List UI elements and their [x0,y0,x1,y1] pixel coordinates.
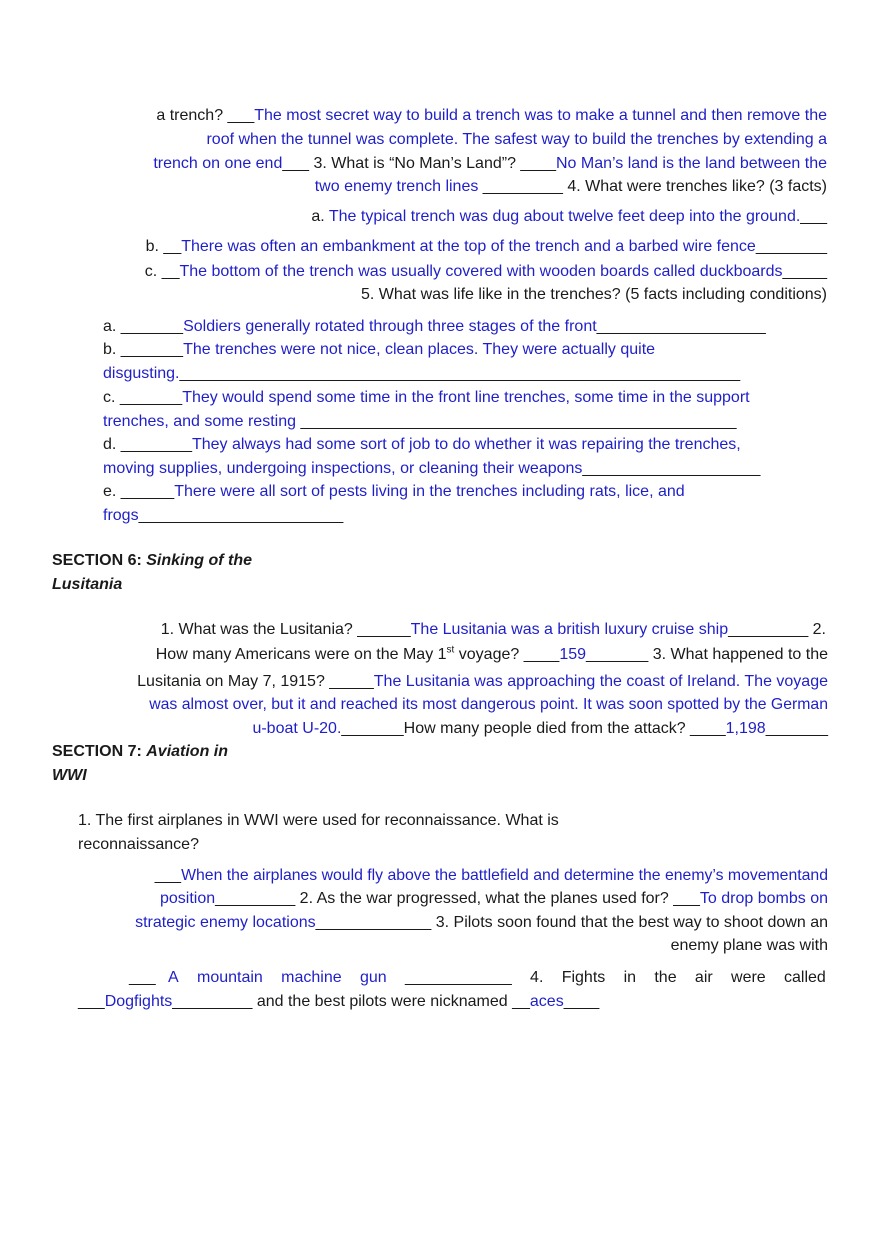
answer: roof when the tunnel was complete. The safest way to build the trenches by extending a [206,131,827,148]
answer: To drop bombs on [699,890,828,907]
trench-line-2 [206,130,827,150]
answer: disgusting. [103,365,180,382]
answer: machine [281,969,342,986]
trench-fact-b: b. __There was often an embankment at the top of the trench and a barbed wire fence________ [145,238,827,255]
answer: The bottom of the trench was usually covered with wooden boards called duckboards [179,263,783,280]
life-fact-b-cont: disgusting._______________________________________________________________ [103,365,741,382]
answer: 159 [559,646,587,663]
life-fact-c: c. _______They would spend some time in the front line trenches, some time in the support [103,389,750,406]
life-fact-d-cont: moving supplies, undergoing inspections, or cleaning their weapons____________________ [103,460,761,477]
answer: moving supplies, undergoing inspections, or cleaning their weapons [103,460,583,477]
answer: two enemy trench lines [314,178,479,195]
answer: The trenches were not nice, clean places. They were actually quite [183,341,656,358]
answer: Soldiers generally rotated through three stages of the front [183,318,597,335]
answer: mountain [197,969,263,986]
life-fact-a: a. _______Soldiers generally rotated through three stages of the front___________________ [103,318,766,335]
s7-line-3: strategic enemy locations_____________ 3. Pilots soon found that the best way to shoot down an [135,914,828,931]
trench-fact-a: a. The typical trench was dug about twelve feet deep into the ground.___ [311,208,827,225]
s6-line-5: u-boat U-20._______How many people died from the attack? ____1,198_______ [252,720,828,737]
answer: trench on one end [153,155,283,172]
s7-line-6: ___Dogfights_________ and the best pilots were nicknamed __aces____ [78,993,600,1010]
answer: strategic enemy locations [135,914,316,931]
answer: They would spend some time in the front line trenches, some time in the support [182,389,750,406]
answer: 1,198 [725,720,766,737]
life-fact-b: b. _______The trenches were not nice, clean places. They were actually quite [103,341,656,358]
trench-line-3: trench on one end___ 3. What is “No Man’s Land”? ____No Man’s land is the land between the [153,155,827,172]
s6-line-3: Lusitania on May 7, 1915? _____The Lusitania was approaching the coast of Ireland. The voyage [137,673,828,690]
answer: The Lusitania was a british luxury cruise ship [410,621,729,638]
answer: The typical trench was dug about twelve feet deep into the ground. [328,208,801,225]
section-7-heading: SECTION 7: Aviation in [52,743,229,760]
s6-line-1: 1. What was the Lusitania? ______The Lusitania was a british luxury cruise ship_________ 2. [160,621,826,638]
section-6-heading: SECTION 6: Sinking of the [52,552,253,569]
answer: No Man’s land is the land between the [556,155,827,172]
life-fact-e-cont: frogs_______________________ [103,507,344,524]
answer: A [168,969,179,986]
s6-line-2: How many Americans were on the May 1st voyage? ____159_______ 3. What happened to the [155,644,828,663]
answer: There was often an embankment at the top of the trench and a barbed wire fence [181,238,756,255]
s6-line-4 [149,695,828,715]
answer: When the airplanes would fly above the battlefield and determine the enemy’s movementand [181,867,828,884]
answer: There were all sort of pests living in the trenches including rats, lice, and [174,483,685,500]
trench-line-4: two enemy trench lines _________ 4. What were trenches like? (3 facts) [314,178,827,195]
answer: u-boat U-20. [252,720,342,737]
answer: gun [359,969,387,986]
answer: aces [529,993,564,1010]
answer: The most secret way to build a trench was to make a tunnel and then remove the [254,107,827,124]
s7-line-4: enemy plane was with [670,937,828,954]
life-fact-c-cont: trenches, and some resting _________________________________________________ [103,413,737,430]
trench-question-5: 5. What was life like in the trenches? (5 facts including conditions) [360,286,827,303]
life-fact-d: d. ________They always had some sort of job to do whether it was repairing the trenches, [103,436,741,453]
s7-line-2: position_________ 2. As the war progressed, what the planes used for? ___To drop bombs on [159,890,828,907]
answer: trenches, and some resting [103,413,296,430]
answer: position [159,890,216,907]
answer: frogs [103,507,139,524]
s7-question-1: 1. The first airplanes in WWI were used for reconnaissance. What is [78,812,559,829]
s7-line-1: ___When the airplanes would fly above the battlefield and determine the enemy’s movementand [154,867,828,884]
s7-line-5: ___ A mountain machine gun ____________ 4. Fights in the air were called [129,969,826,986]
life-fact-e: e. ______There were all sort of pests living in the trenches including rats, lice, and [103,483,685,500]
trench-line-1: a trench? ___The most secret way to build a trench was to make a tunnel and then remove the [156,107,827,124]
answer: They always had some sort of job to do whether it was repairing the trenches, [191,436,741,453]
answer: Dogfights [104,993,173,1010]
section-6-heading-cont: Lusitania [52,576,123,593]
section-7-heading-cont: WWI [52,767,87,784]
answer: was almost over, but it and reached its most dangerous point. It was soon spotted by the German [149,696,828,713]
trench-fact-c: c. __The bottom of the trench was usually covered with wooden boards called duckboards_____ [144,263,827,280]
answer: The Lusitania was approaching the coast of Ireland. The voyage [373,673,828,690]
s7-question-1-cont: reconnaissance? [78,836,199,853]
